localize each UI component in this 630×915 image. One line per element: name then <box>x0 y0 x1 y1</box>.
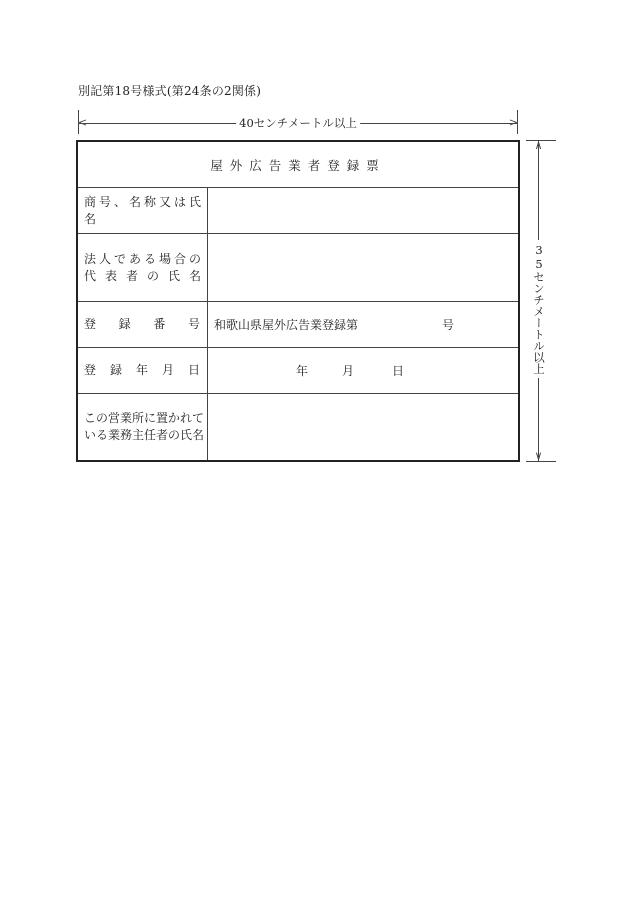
form-caption: 別記第18号様式(第24条の2関係) <box>78 84 262 98</box>
registration-number-label-char: 録 <box>118 317 131 331</box>
registration-date-label-char: 日 <box>187 363 200 377</box>
form-title-row <box>78 142 518 188</box>
manager-label-line1: この営業所に置かれて <box>84 411 205 425</box>
registration-day-label: 日 <box>392 364 405 378</box>
arrow-left-icon: < <box>78 116 88 129</box>
registration-number-prefix: 和歌山県屋外広告業登録第 <box>214 318 359 332</box>
representative-label <box>78 234 211 301</box>
manager-value[interactable] <box>208 394 518 460</box>
registration-number-label-char: 番 <box>153 317 166 331</box>
manager-row <box>78 394 518 460</box>
name-value[interactable] <box>208 188 518 233</box>
manager-label <box>78 394 208 460</box>
registration-date-label-char: 月 <box>161 363 174 377</box>
registration-number-row <box>78 302 518 348</box>
registration-date-label-char: 登 <box>84 363 97 377</box>
width-dimension-label: 40センチメートル以上 <box>236 114 360 132</box>
registration-number-label-char: 登 <box>84 317 97 331</box>
height-dimension-label: 35センチメートル以上 <box>529 240 548 378</box>
registration-number-label-char: 号 <box>187 317 200 331</box>
registration-number-suffix: 号 <box>442 318 455 332</box>
representative-label-line2: 代表者の氏名 <box>84 268 211 283</box>
arrow-right-icon: > <box>508 116 518 129</box>
name-row <box>78 188 518 234</box>
arrow-up-icon: ∧ <box>534 139 543 152</box>
arrow-down-icon: ∨ <box>534 449 543 462</box>
registration-date-value[interactable] <box>208 348 518 393</box>
registration-date-label-char: 年 <box>135 363 148 377</box>
manager-label-line2: いる業務主任者の氏名 <box>84 428 205 442</box>
representative-row <box>78 234 518 302</box>
registration-form-table <box>76 140 520 462</box>
form-title: 屋外広告業者登録票 <box>210 157 386 173</box>
width-dimension <box>78 110 518 134</box>
registration-number-value[interactable] <box>208 302 518 347</box>
representative-value[interactable] <box>208 234 518 301</box>
name-label-text: 商号、名称又は氏名 <box>84 194 205 226</box>
representative-label-line1: 法人である場合の <box>84 251 205 266</box>
registration-date-label <box>78 348 208 393</box>
height-dimension <box>526 140 550 462</box>
registration-date-label-char: 録 <box>109 363 122 377</box>
registration-number-label <box>78 302 208 347</box>
name-label <box>78 188 208 233</box>
registration-year-label: 年 <box>296 364 309 378</box>
registration-month-label: 月 <box>342 364 355 378</box>
registration-date-row <box>78 348 518 394</box>
